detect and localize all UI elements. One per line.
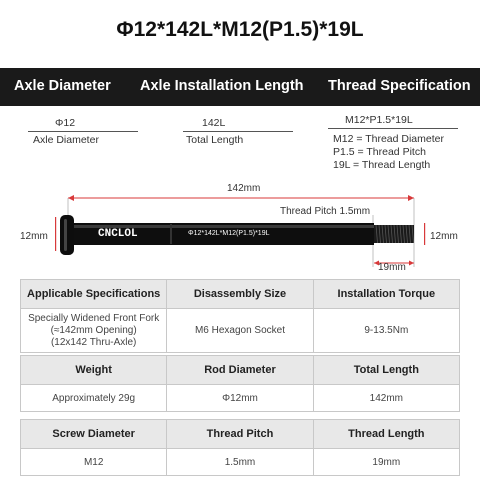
table-cell: Φ12mm bbox=[167, 385, 313, 412]
table-header: Thread Length bbox=[313, 420, 459, 449]
divider bbox=[183, 131, 293, 132]
thread-pitch-dim-label: Thread Pitch 1.5mm bbox=[280, 206, 371, 217]
thread-pitch-line: P1.5 = Thread Pitch bbox=[333, 146, 426, 158]
spec-header-bar bbox=[0, 68, 480, 106]
fork-spec-line: Specially Widened Front Fork bbox=[28, 312, 160, 324]
divider bbox=[28, 131, 138, 132]
axle-diameter-label: Axle Diameter bbox=[33, 134, 99, 146]
arrow-right-icon bbox=[409, 261, 414, 266]
table-cell: 9-13.5Nm bbox=[313, 309, 459, 353]
spec-table-2 bbox=[20, 355, 460, 412]
arrow-left-icon bbox=[68, 195, 74, 201]
head-dim-label: 12mm bbox=[20, 231, 48, 242]
table-header: Screw Diameter bbox=[21, 420, 167, 449]
table-header: Disassembly Size bbox=[167, 280, 313, 309]
fork-spec-line: (≈142mm Opening) bbox=[50, 324, 137, 336]
head-dim-line bbox=[55, 217, 56, 251]
table-header: Weight bbox=[21, 356, 167, 385]
header-installation-length: Axle Installation Length bbox=[140, 78, 304, 94]
table-header: Total Length bbox=[313, 356, 459, 385]
table-cell: Approximately 29g bbox=[21, 385, 167, 412]
spec-table-3 bbox=[20, 419, 460, 476]
table-header: Installation Torque bbox=[313, 280, 459, 309]
axle-diameter-value: Φ12 bbox=[55, 117, 76, 129]
table-cell: 142mm bbox=[313, 385, 459, 412]
table-cell: M12 bbox=[21, 449, 167, 476]
table-cell: M6 Hexagon Socket bbox=[167, 309, 313, 353]
header-thread-spec: Thread Specification bbox=[328, 78, 471, 94]
table-cell: 1.5mm bbox=[167, 449, 313, 476]
axle-groove bbox=[170, 224, 172, 244]
total-length-value: 142L bbox=[202, 117, 226, 129]
page-title: Φ12*142L*M12(P1.5)*19L bbox=[116, 18, 364, 41]
table-header: Rod Diameter bbox=[167, 356, 313, 385]
divider bbox=[328, 128, 458, 129]
brand-logo: CNCLOL bbox=[98, 228, 138, 240]
arrow-right-icon bbox=[408, 195, 414, 201]
thread-length-dim-label: 19mm bbox=[378, 262, 406, 273]
axle-head-highlight bbox=[64, 219, 67, 251]
table-header: Thread Pitch bbox=[167, 420, 313, 449]
thread-diameter-line: M12 = Thread Diameter bbox=[333, 133, 444, 145]
rod-dim-line bbox=[424, 223, 425, 245]
table-cell: 19mm bbox=[313, 449, 459, 476]
table-header: Applicable Specifications bbox=[21, 280, 167, 309]
axle-print-text: Φ12*142L*M12(P1.5)*19L bbox=[188, 230, 270, 237]
header-axle-diameter: Axle Diameter bbox=[14, 78, 111, 94]
table-cell bbox=[21, 309, 167, 353]
spec-table-1 bbox=[20, 279, 460, 353]
fork-spec-line: (12x142 Thru-Axle) bbox=[50, 336, 137, 348]
total-length-label: Total Length bbox=[186, 134, 244, 146]
thread-spec-value: M12*P1.5*19L bbox=[345, 114, 413, 126]
total-length-dim-label: 142mm bbox=[227, 183, 261, 194]
thread-length-line: 19L = Thread Length bbox=[333, 159, 431, 171]
rod-dim-label: 12mm bbox=[430, 231, 458, 242]
